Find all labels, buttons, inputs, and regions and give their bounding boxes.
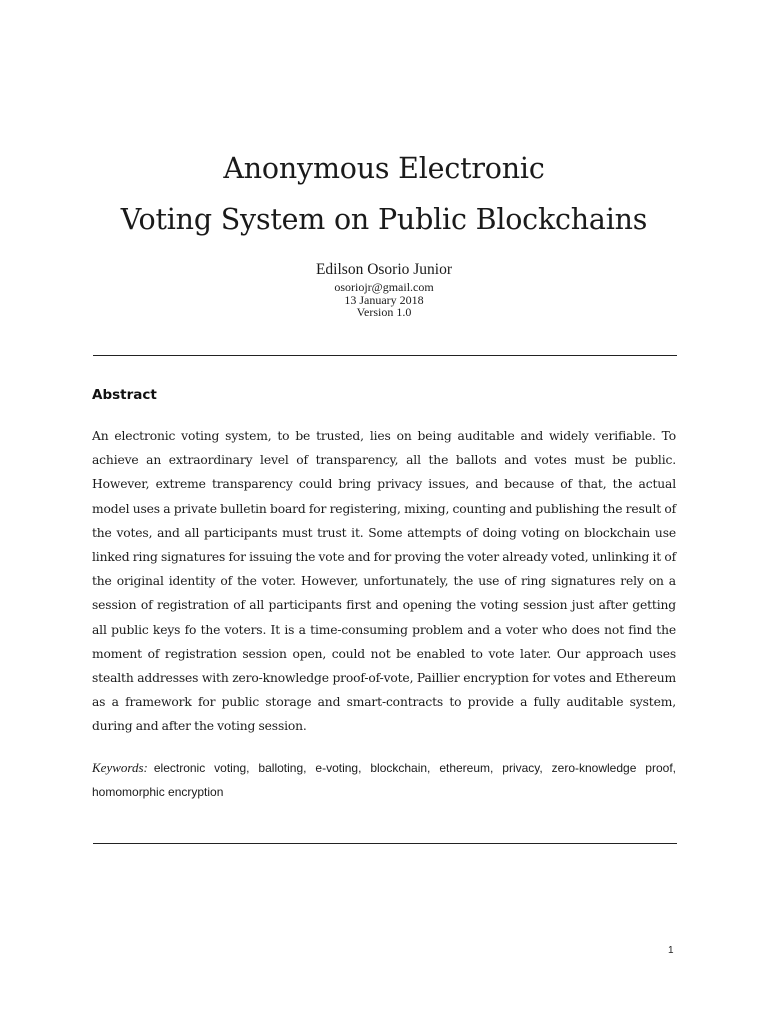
top-divider	[93, 355, 677, 356]
keywords-list: electronic voting, balloting, e-voting, blockchain, ethereum, privacy, zero-knowledge proof, homomorphic encryption	[92, 761, 676, 799]
paper-title	[0, 143, 768, 245]
keywords-paragraph	[92, 756, 676, 804]
publication-date: 13 January 2018	[344, 292, 424, 307]
title-line-1: Anonymous Electronic	[223, 152, 545, 185]
keywords-label: Keywords:	[92, 760, 148, 775]
author-email: osoriojr@gmail.com	[334, 280, 434, 294]
abstract-heading: Abstract	[92, 387, 157, 403]
author-block	[0, 260, 768, 319]
abstract-text: An electronic voting system, to be trusted, lies on being auditable and widely verifiable. To achieve an extraordinary level of transparency, all the ballots and votes must be public. However, extreme transparency could bring privacy issues, and because of that, the actual model uses a private bulletin board for registering, mixing, counting and publishing the result of the votes, and all participants must trust it. Some attempts of doing voting on blockchain use linked ring signatures for issuing the vote and for proving the voter already voted, unlinking it of the original identity of the voter. However, unfortunately, the use of ring signatures rely on a session of registration of all participants first and opening the voting session just after getting all public keys fo the voters. It is a time-consuming problem and a voter who does not find the moment of registration session open, could not be enabled to vote later. Our approach uses stealth addresses with zero-knowledge proof-of-vote, Paillier encryption for votes and Ethereum as a framework for public storage and smart-contracts to provide a fully auditable system, during and after the voting session.	[92, 429, 676, 734]
author-name: Edilson Osorio Junior	[315, 261, 453, 278]
version-label: Version 1.0	[356, 305, 412, 319]
bottom-divider	[93, 843, 677, 844]
title-line-2: Voting System on Public Blockchains	[120, 203, 648, 236]
page-number: 1	[668, 945, 674, 956]
